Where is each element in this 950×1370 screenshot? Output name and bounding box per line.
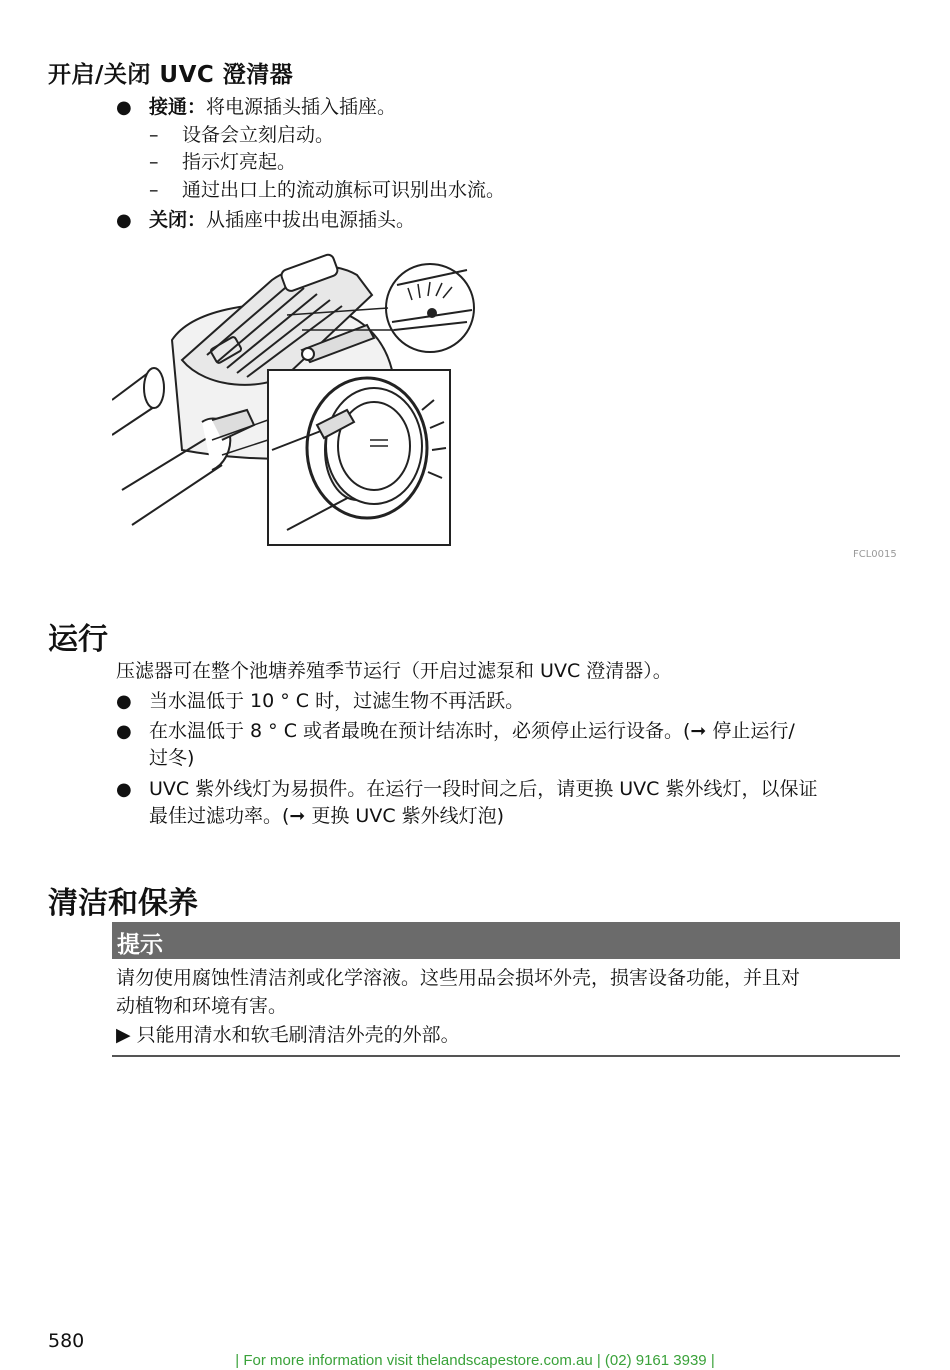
- footer-link[interactable]: | For more information visit thelandscapestore.com.au | (02) 9161 3939 |: [235, 1352, 715, 1369]
- operation-bullet-3-line-2: 最佳过滤功率。(➞ 更换 UVC 紫外线灯泡): [149, 805, 505, 827]
- figure-code: FCL0015: [853, 549, 897, 560]
- on-text: 将电源插头插入插座。: [206, 96, 397, 118]
- page-number: 580: [48, 1330, 85, 1352]
- bullet-dot: ●: [116, 210, 132, 231]
- note-line-1: 请勿使用腐蚀性清洁剂或化学溶液。这些用品会损坏外壳，损害设备功能，并且对: [116, 967, 801, 989]
- bullet-dot: ●: [116, 691, 132, 712]
- note-header-bar: [112, 922, 900, 959]
- section-title-operation: 运行: [48, 622, 108, 657]
- off-text: 从插座中拔出电源插头。: [206, 209, 416, 231]
- operation-bullet-2-line-1: 在水温低于 8 ° C 或者最晚在预计结冻时，必须停止运行设备。(➞ 停止运行/: [149, 720, 795, 742]
- subitem-dash: –: [149, 151, 159, 173]
- on-subitem-1: 设备会立刻启动。: [182, 124, 335, 146]
- note-title: 提示: [117, 932, 163, 958]
- operation-bullet-3-line-1: UVC 紫外线灯为易损件。在运行一段时间之后，请更换 UVC 紫外线灯，以保证: [149, 778, 818, 800]
- operation-bullet-1: 当水温低于 10 ° C 时，过滤生物不再活跃。: [149, 690, 525, 712]
- on-subitem-2: 指示灯亮起。: [182, 151, 297, 173]
- operation-intro: 压滤器可在整个池塘养殖季节运行（开启过滤泵和 UVC 澄清器）。: [116, 660, 672, 682]
- note-line-2: 动植物和环境有害。: [116, 995, 288, 1017]
- on-label: 接通：: [149, 96, 207, 118]
- bullet-dot: ●: [116, 721, 132, 742]
- bullet-off: [116, 206, 132, 235]
- section-title-cleaning: 清洁和保养: [48, 886, 198, 921]
- note-bottom-rule: [112, 1055, 900, 1057]
- subitem-dash: –: [149, 179, 159, 201]
- off-label: 关闭：: [149, 209, 207, 231]
- section-title-uvc-switch: 开启/关闭 UVC 澄清器: [48, 62, 294, 88]
- on-instruction: [149, 93, 396, 122]
- bullet-dot: ●: [116, 97, 132, 118]
- operation-bullet-2-line-2: 过冬): [149, 747, 195, 769]
- off-instruction: [149, 206, 415, 235]
- subitem-dash: –: [149, 124, 159, 146]
- bullet-dot: ●: [116, 779, 132, 800]
- uvc-device-illustration: [112, 250, 492, 550]
- on-subitem-3: 通过出口上的流动旗标可识别出水流。: [182, 179, 506, 201]
- note-action: ▶ 只能用清水和软毛刷清洁外壳的外部。: [116, 1024, 460, 1046]
- bullet-on: [116, 93, 132, 122]
